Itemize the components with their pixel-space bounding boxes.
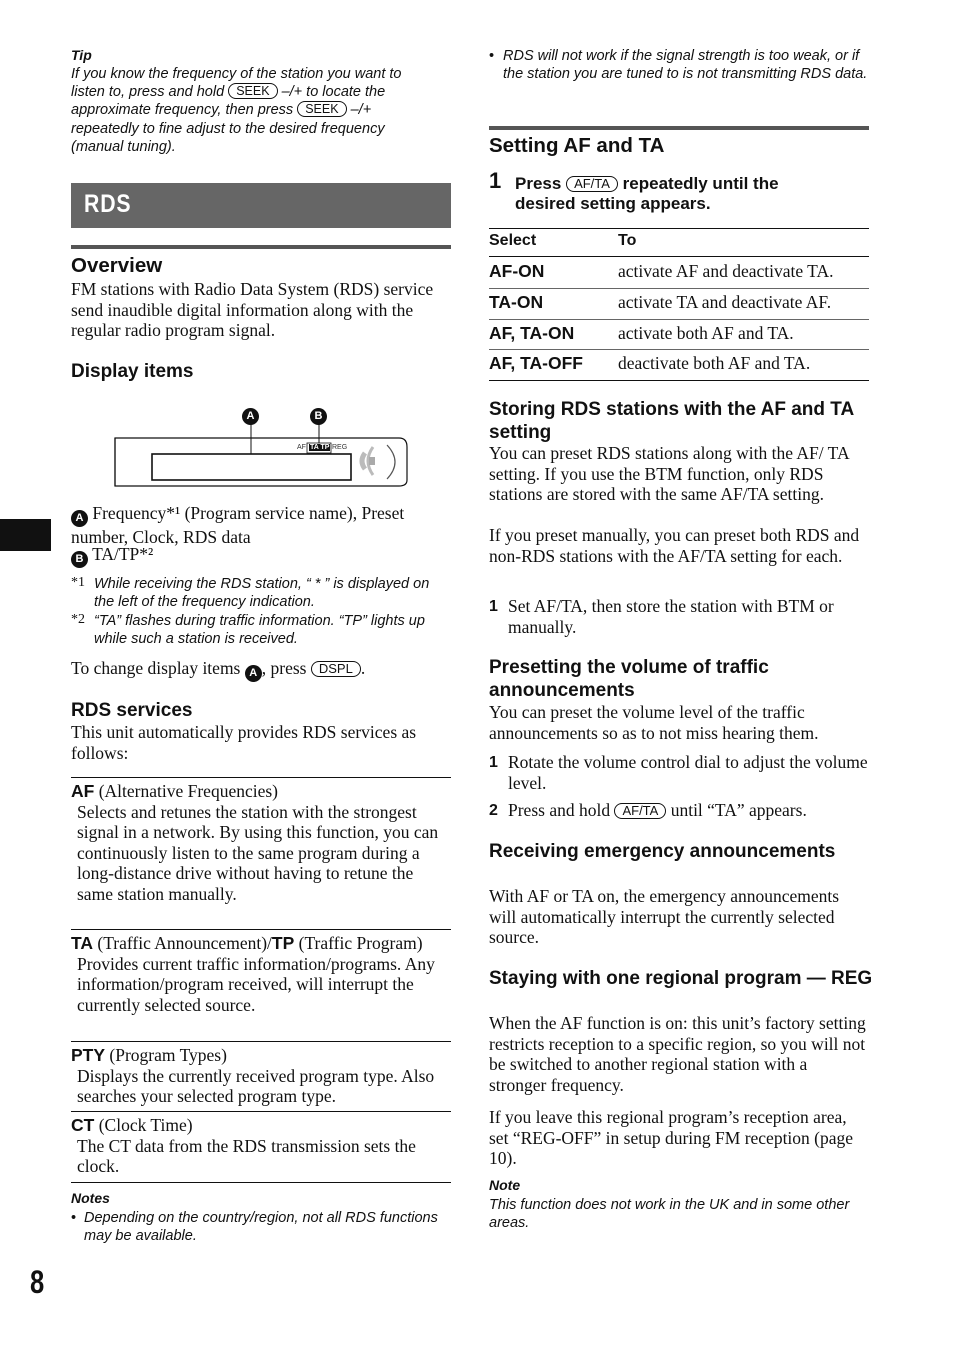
row-to: deactivate both AF and TA. [618,353,811,373]
service-ct: CT (Clock Time) The CT data from the RDS transmission sets the clock. [71,1115,416,1177]
marker-b: B [310,408,327,425]
table-rule [71,1041,451,1042]
table-row-divider [489,319,869,320]
table-row-divider [489,349,869,350]
af-ta-button-label: AF/TA [566,176,618,192]
notes-item: • Depending on the country/region, not all RDS functions may be available. [71,1210,438,1245]
presetting-heading: Presetting the volume of traffic announcements [489,657,769,701]
service-pty: PTY (Program Types) Displays the currently received program type. Also searches your selected program type. [71,1045,435,1107]
storing-heading: Storing RDS stations with the AF and TA setting [489,399,854,443]
tip-title: Tip [71,47,92,63]
seek-button-label: SEEK [297,101,346,117]
table-rule [489,256,869,257]
section-rule [489,126,869,130]
regional-p1: When the AF function is on: this unit’s factory setting restricts reception to a specific region, so you will not be switched to another regional station with a stronger frequency. [489,1013,866,1095]
storing-p1: You can preset RDS stations along with the AF/ TA setting. If you use the BTM function, only RDS stations are stored with the same AF/TA setting. [489,443,849,505]
table-rule [71,929,451,930]
lcd-reg-indicator: REG [332,444,348,451]
page-number: 8 [30,1264,45,1300]
presetting-step-2: 2 Press and hold AF/TA until “TA” appears. [489,800,807,820]
change-display-instruction: To change display items A , press DSPL . [71,658,461,682]
rds-signal-note: • RDS will not work if the signal strength is too weak, or if the station you are tuned to is not transmitting RDS data. [489,48,868,83]
row-to: activate TA and deactivate AF. [618,292,832,312]
emergency-heading: Receiving emergency announcements [489,841,836,862]
lcd-ta-tp-indicator: TA TP [310,444,330,451]
service-af: AF (Alternative Frequencies) Selects and retunes the station with the strongest signal in a network. By using this function, you can continuously listen to the same program during a long-distance drive without having to retune the same station manually. [71,781,439,904]
regional-note-title: Note [489,1177,521,1193]
emergency-p1: With AF or TA on, the emergency announcements will automatically interrupt the currently selected source. [489,886,840,948]
presetting-p1: You can preset the volume level of the traffic announcements so as to not miss hearing them. [489,702,819,743]
table-rule [71,777,451,778]
notes-title: Notes [71,1190,110,1206]
marker-a: A [71,510,88,527]
rds-services-intro: This unit automatically provides RDS services as follows: [71,722,417,763]
storing-p2: If you preset manually, you can preset both RDS and non-RDS stations with the AF/TA setting for each. [489,525,860,566]
regional-note: This function does not work in the UK and in some other areas. [489,1197,850,1232]
col-to-header: To [618,232,637,249]
row-select: TA-ON [489,292,544,312]
table-rule [489,228,869,229]
overview-heading: Overview [71,254,163,277]
service-ta-tp: TA (Traffic Announcement)/TP (Traffic Program) Provides current traffic information/programs. Any information/program received, will interrupt the currently selected source. [71,933,435,1015]
rds-services-heading: RDS services [71,700,193,721]
table-rule [71,1182,451,1183]
table-rule [71,1111,451,1112]
overview-text: FM stations with Radio Data System (RDS) service send inaudible digital information along with the regular radio program signal. [71,279,434,341]
marker-a: A [245,665,262,682]
dspl-button-label: DSPL [311,661,361,677]
display-item-b: B TA/TP*² [71,544,451,568]
display-item-a: A Frequency*¹ (Program service name), Preset number, Clock, RDS data [71,503,405,547]
chapter-tab [0,519,51,551]
regional-heading: Staying with one regional program — REG [489,968,873,989]
row-select: AF, TA-ON [489,323,575,343]
table-row-divider [489,288,869,289]
row-select: AF, TA-OFF [489,353,583,373]
row-to: activate AF and deactivate TA. [618,261,834,281]
table-rule [489,380,869,381]
col-select-header: Select [489,232,537,249]
af-ta-button-label: AF/TA [614,803,666,819]
display-panel-illustration [111,405,411,490]
regional-p2: If you leave this regional program’s reception area, set “REG-OFF” in setup during FM reception (page 10). [489,1107,854,1169]
lcd-af-indicator: AF [297,444,306,451]
row-select: AF-ON [489,261,545,281]
storing-step-1: 1 Set AF/TA, then store the station with BTM or manually. [489,596,834,637]
display-diagram [111,405,411,490]
section-rule [71,245,451,249]
rds-banner [71,183,451,228]
display-items-heading: Display items [71,361,194,382]
row-to: activate both AF and TA. [618,323,794,343]
rds-banner-title: RDS [84,190,132,218]
marker-b: B [71,551,88,568]
seek-button-label: SEEK [228,83,277,99]
presetting-step-1: 1 Rotate the volume control dial to adjust the volume level. [489,752,868,793]
tip-text: If you know the frequency of the station you want to listen to, press and hold SEEK –/+ to locate the approximate frequency, then press SEEK –/+ repeatedly to fine adjust to the desired frequency (manual tuning). [71,66,402,155]
marker-a: A [242,408,259,425]
setting-af-ta-heading: Setting AF and TA [489,134,665,157]
